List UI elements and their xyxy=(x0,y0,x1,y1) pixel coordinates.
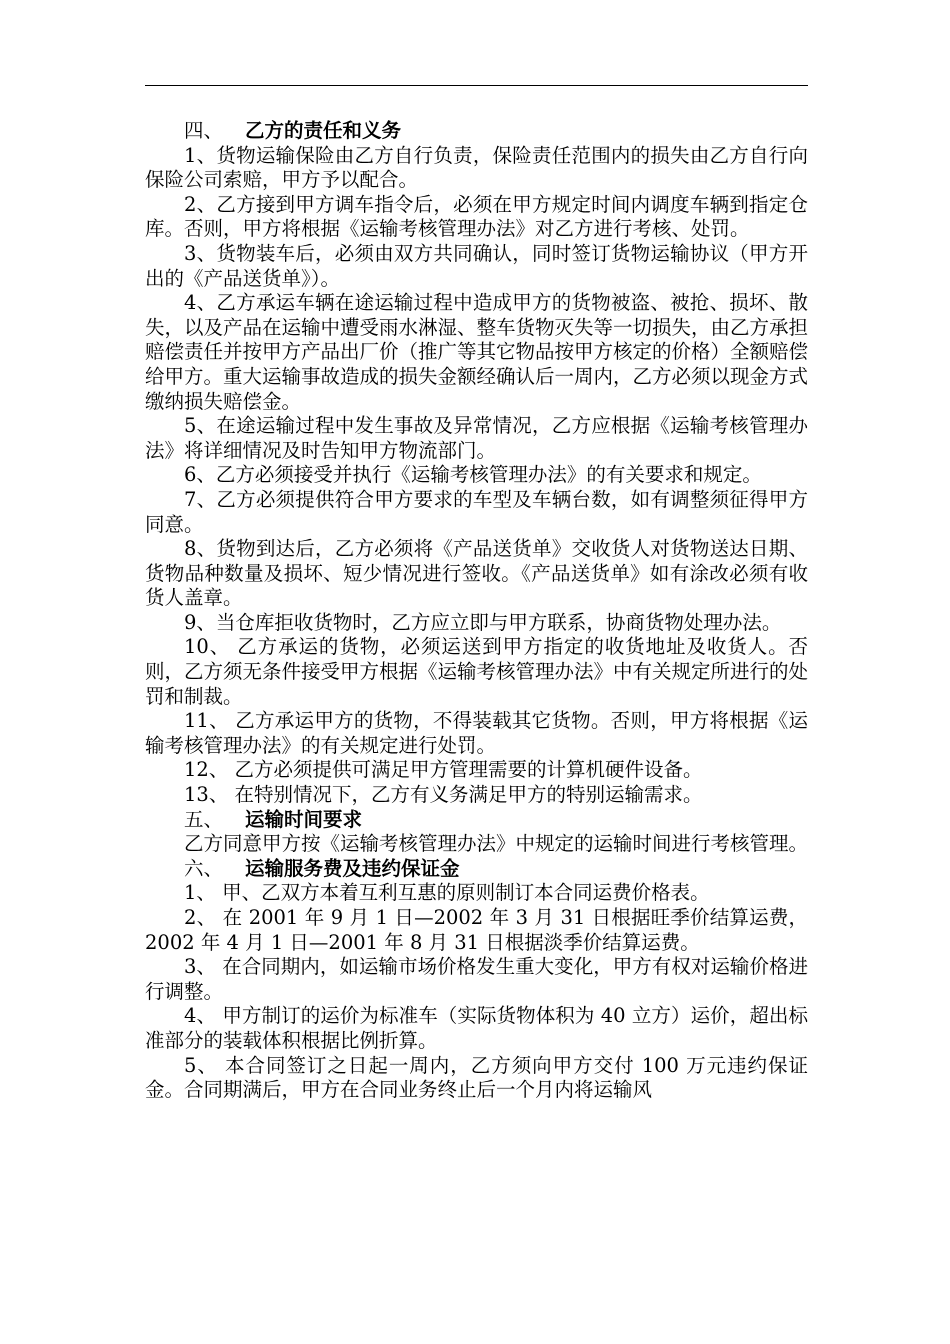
paragraph: 12、 乙方必须提供可满足甲方管理需要的计算机硬件设备。 xyxy=(184,758,703,782)
section-title: 运输服务费及违约保证金 xyxy=(245,856,460,880)
paragraph: 10、 乙方承运的货物，必须运送到甲方指定的收货地址及收货人。否则，乙方须无条件接受甲方根据《运输考核管理办法》中有关规定所进行的处罚和制裁。 xyxy=(145,635,809,708)
paragraph: 2、乙方接到甲方调车指令后，必须在甲方规定时间内调度车辆到指定仓库。否则，甲方将根据《运输考核管理办法》对乙方进行考核、处罚。 xyxy=(145,192,808,241)
paragraph: 1、 甲、乙双方本着互利互惠的原则制订本合同运费价格表。 xyxy=(184,881,710,905)
paragraph: 4、乙方承运车辆在途运输过程中造成甲方的货物被盗、被抢、损坏、散失，以及产品在运输中遭受雨水淋湿、整车货物灭失等一切损失，由乙方承担赔偿责任并按甲方产品出厂价（推广等其它物品按甲方核定的价格）全额赔偿给甲方。重大运输事故造成的损失金额经确认后一周内，乙方必须以现金方式缴纳损失赔偿金。 xyxy=(145,291,809,413)
paragraph: 6、乙方必须接受并执行《运输考核管理办法》的有关要求和规定。 xyxy=(184,463,762,487)
paragraph: 5、 本合同签订之日起一周内，乙方须向甲方交付 100 万元违约保证金。合同期满后，甲方在合同业务终止后一个月内将运输风 xyxy=(145,1053,808,1102)
section-heading-5 xyxy=(145,808,808,833)
paragraph: 3、 在合同期内，如运输市场价格发生重大变化，甲方有权对运输价格进行调整。 xyxy=(145,955,808,1003)
paragraph: 9、当仓库拒收货物时，乙方应立即与甲方联系，协商货物处理办法。 xyxy=(184,610,782,634)
paragraph: 5、在途运输过程中发生事故及异常情况，乙方应根据《运输考核管理办法》将详细情况及时告知甲方物流部门。 xyxy=(145,414,808,462)
paragraph: 7、乙方必须提供符合甲方要求的车型及车辆台数，如有调整须征得甲方同意。 xyxy=(145,487,808,536)
section-title: 运输时间要求 xyxy=(245,807,363,831)
document-body xyxy=(145,119,808,1103)
paragraph: 11、 乙方承运甲方的货物，不得装载其它货物。否则，甲方将根据《运输考核管理办法》的有关规定进行处罚。 xyxy=(145,709,808,757)
paragraph: 2、 在 2001 年 9 月 1 日—2002 年 3 月 31 日根据旺季价结算运费，2002 年 4 月 1 日—2001 年 8 月 31 日根据淡季价结算运费。 xyxy=(145,906,808,954)
paragraph: 3、货物装车后，必须由双方共同确认，同时签订货物运输协议（甲方开出的《产品送货单》）。 xyxy=(145,241,808,290)
paragraph: 乙方同意甲方按《运输考核管理办法》中规定的运输时间进行考核管理。 xyxy=(184,832,809,856)
header-rule xyxy=(145,85,808,86)
section-title: 乙方的责任和义务 xyxy=(245,119,402,142)
section-heading-4 xyxy=(145,119,808,144)
paragraph: 8、货物到达后，乙方必须将《产品送货单》交收货人对货物送达日期、货物品种数量及损坏、短少情况进行签收。《产品送货单》如有涂改必须有收货人盖章。 xyxy=(145,537,808,610)
section-number: 四、 xyxy=(184,119,224,142)
paragraph: 1、货物运输保险由乙方自行负责，保险责任范围内的损失由乙方自行向保险公司索赔，甲方予以配合。 xyxy=(145,143,808,192)
paragraph: 4、 甲方制订的运价为标准车（实际货物体积为 40 立方）运价，超出标准部分的装载体积根据比例折算。 xyxy=(145,1004,808,1052)
section-number: 六、 xyxy=(184,856,224,880)
section-heading-6 xyxy=(145,857,808,882)
paragraph: 13、 在特别情况下，乙方有义务满足甲方的特别运输需求。 xyxy=(184,783,703,807)
section-number: 五、 xyxy=(184,807,224,831)
